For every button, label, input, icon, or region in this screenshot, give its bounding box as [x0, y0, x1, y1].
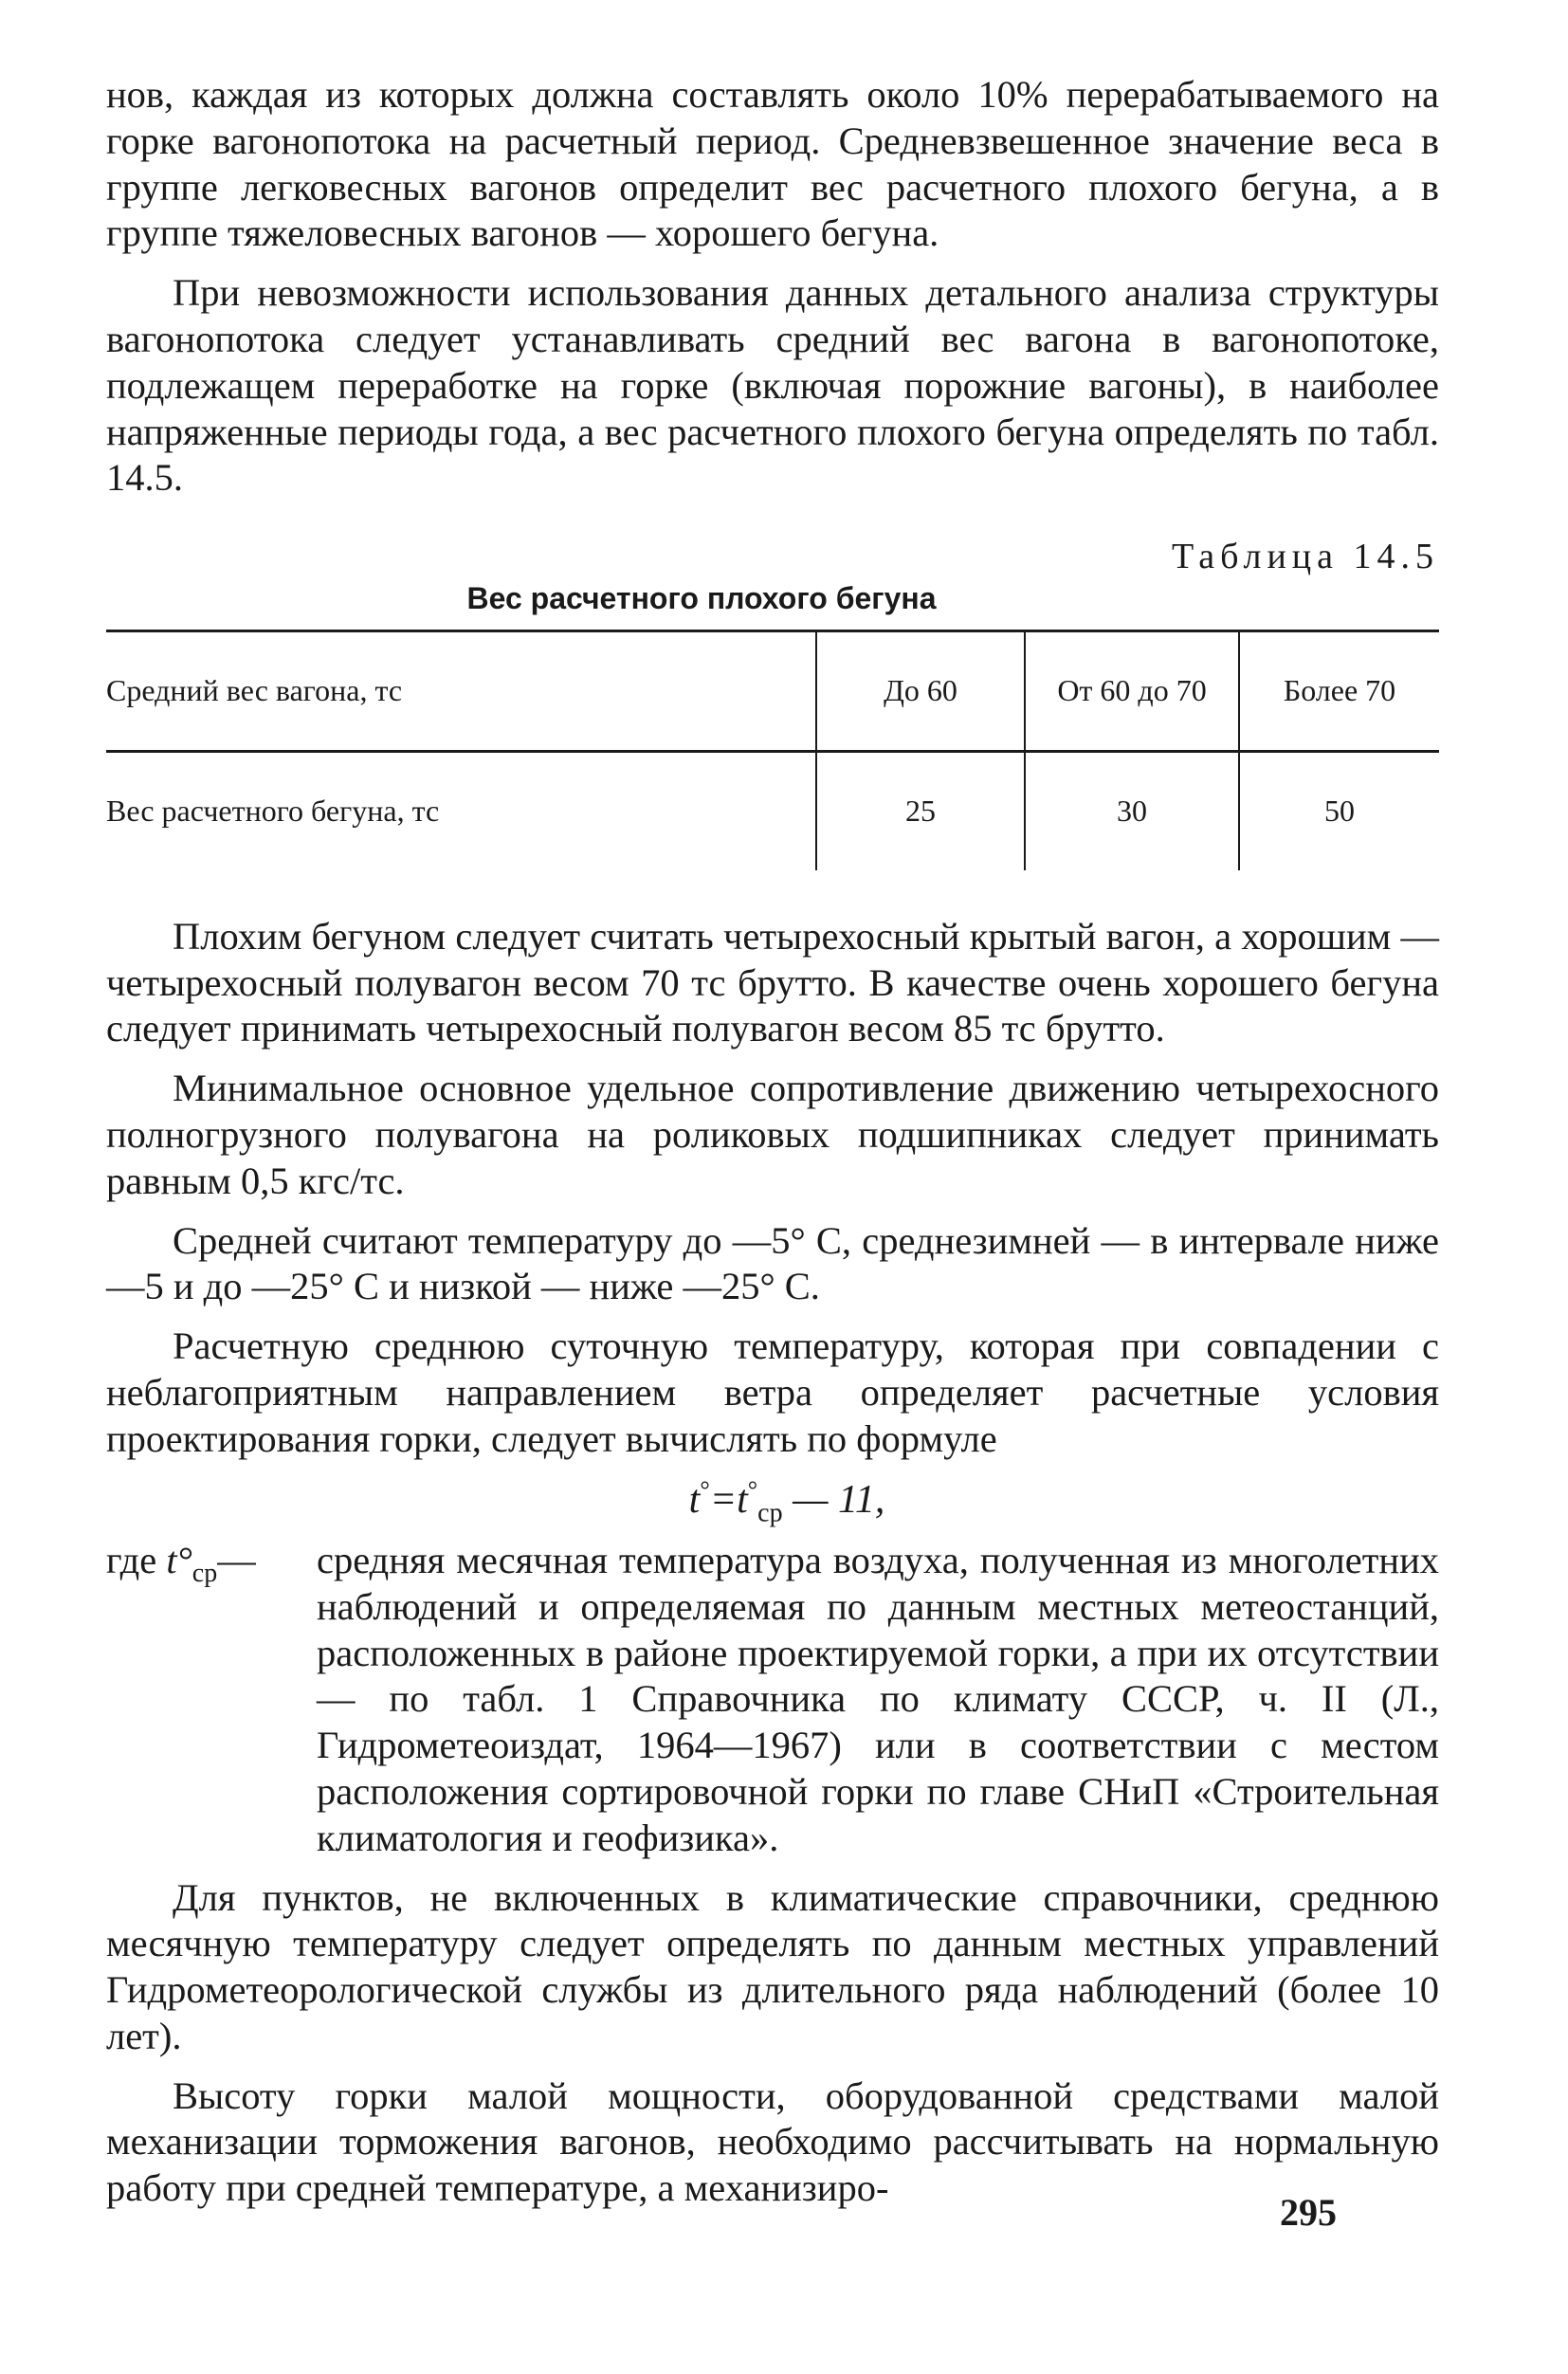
paragraph-climate: Для пунктов, не включенных в климатические справочники, среднюю месячную температуру следует определять по данным местных управлений Гидрометеорологической службы из длительного ряда наблюдений (более 10 лет). — [106, 1875, 1439, 2057]
formula-lhs: t — [688, 1477, 701, 1522]
where-dash: — — [217, 1538, 256, 1581]
paragraph-formula-intro: Расчетную среднюю суточную температуру, которая при совпадении с неблагоприятным направлением ветра определяет расчетные условия проектирования горки, следует вычислять по формуле — [106, 1324, 1439, 1460]
paragraph-runners: Плохим бегуном следует считать четырехосный крытый вагон, а хорошим — четырехосный полувагон весом 70 тс брутто. В качестве очень хорошего бегуна следует принимать четырехосный полувагон весом 85 тс брутто. — [106, 914, 1439, 1050]
table-header-row — [106, 630, 1439, 751]
row-value-1: 25 — [816, 751, 1025, 870]
row-value-3: 50 — [1239, 751, 1439, 870]
formula-where — [106, 1538, 1439, 1862]
paragraph-temperature: Средней считают температуру до —5° С, среднезимней — в интервале ниже —5 и до —25° С и низкой — ниже —25° С. — [106, 1218, 1439, 1308]
formula-t: t — [737, 1477, 748, 1522]
where-sub: ср — [191, 1559, 218, 1589]
paragraph-hump-height: Высоту горки малой мощности, оборудованной средствами малой механизации торможения вагонов, необходимо рассчитывать на нормальную работу при средней температуре, а механизиро- — [106, 2073, 1439, 2210]
where-text: средняя месячная температура воздуха, полученная из многолетних наблюдений и определяемая по данным местных метеостанций, расположенных в районе проектируемой горки, а при их отсутствии — по табл. 1 Справочника по климату СССР, ч. II (Л., Гидрометеоиздат, 1964—1967) или в соответствии с местом расположения сортировочной горки по главе СНиП «Строительная климатология и геофизика». — [317, 1538, 1439, 1859]
header-col-1: До 60 — [816, 630, 1025, 751]
header-col-3: Более 70 — [1239, 630, 1439, 751]
formula-degree-2: ° — [747, 1475, 758, 1504]
paragraph-continuation: нов, каждая из которых должна составлять около 10% перерабатываемого на горке вагонопотока на расчетный период. Средневзвешенное значение веса в группе легковесных вагонов определит вес расчетного плохого бегуна, а в группе тяжеловесных вагонов — хорошего бегуна. — [106, 73, 1439, 255]
row-label: Вес расчетного бегуна, тс — [106, 794, 440, 829]
formula — [106, 1476, 1439, 1528]
where-lead — [106, 1538, 317, 1862]
formula-sub: ср — [757, 1497, 783, 1527]
formula-degree: ° — [700, 1475, 710, 1504]
page-number: 295 — [1280, 2191, 1337, 2234]
paragraph-resistance: Минимальное основное удельное сопротивление движению четырехосного полногрузного полувагона на роликовых подшипниках следует принимать равным 0,5 кгс/тс. — [106, 1067, 1439, 1202]
weight-table — [106, 630, 1439, 870]
formula-equals: = — [709, 1477, 738, 1522]
table-label: Таблица 14.5 — [1171, 537, 1439, 577]
row-value-2: 30 — [1025, 751, 1239, 870]
header-col-2: От 60 до 70 — [1025, 630, 1239, 751]
document-page — [106, 72, 1439, 2212]
table-title: Вес расчетного плохого бегуна — [466, 580, 937, 615]
table-row — [106, 751, 1439, 870]
paragraph-structure: При невозможности использования данных детального анализа структуры вагонопотока следует устанавливать средний вес вагона в вагонопотоке, подлежащем переработке на горке (включая порожние вагоны), в наиболее напряженные периоды года, а вес расчетного плохого бегуна определять по табл. 14.5. — [106, 271, 1439, 500]
where-prefix: где — [106, 1538, 167, 1581]
header-label: Средний вес вагона, тс — [106, 673, 403, 708]
formula-rest: — 11, — [782, 1477, 885, 1522]
where-var: t° — [166, 1538, 192, 1581]
